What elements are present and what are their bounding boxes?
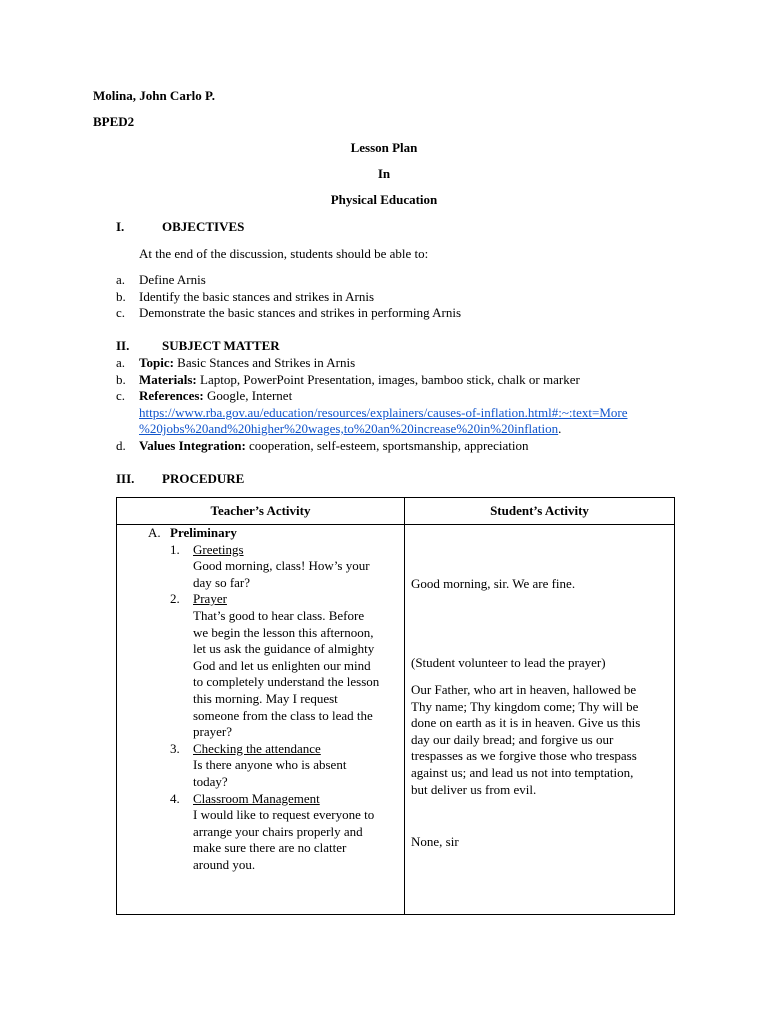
procedure-numeral: III. bbox=[116, 471, 135, 486]
values-value: cooperation, self-esteem, sportsmanship, appreciation bbox=[245, 438, 529, 453]
step-line: make sure there are no clatter bbox=[193, 840, 347, 856]
list-marker: c. bbox=[116, 305, 126, 320]
student-name: Molina, John Carlo P. bbox=[93, 88, 215, 103]
step-title-greetings: Greetings bbox=[193, 541, 244, 557]
reference-link[interactable]: https://www.rba.gov.au/education/resources/explainers/causes-of-inflation.html#:~:text=More bbox=[139, 405, 628, 420]
references-value: Google, Internet bbox=[203, 388, 293, 403]
list-marker: b. bbox=[116, 372, 126, 387]
step-number: 1. bbox=[170, 541, 180, 557]
reference-link-line2[interactable] bbox=[139, 421, 561, 437]
step-line: someone from the class to lead the bbox=[193, 707, 373, 723]
prayer-line: Our Father, who art in heaven, hallowed be bbox=[411, 682, 637, 697]
step-line: today? bbox=[193, 774, 228, 789]
student-greeting: Good morning, sir. We are fine. bbox=[411, 576, 576, 591]
step-line: to completely understand the lesson bbox=[193, 674, 380, 690]
references-label: References: bbox=[139, 388, 204, 403]
subject-heading: SUBJECT MATTER bbox=[162, 338, 280, 353]
list-marker: b. bbox=[116, 289, 126, 304]
teacher-column-header: Teacher’s Activity bbox=[117, 498, 405, 525]
section-title: Preliminary bbox=[170, 525, 237, 540]
list-marker: a. bbox=[116, 355, 126, 370]
objective-text: Define Arnis bbox=[139, 272, 206, 287]
activity-table bbox=[116, 497, 675, 915]
prayer-line: against us; and lead us not into temptation, bbox=[411, 765, 634, 780]
objective-text: Identify the basic stances and strikes in Arnis bbox=[139, 289, 375, 304]
procedure-heading: PROCEDURE bbox=[162, 471, 245, 486]
list-marker: a. bbox=[116, 272, 126, 287]
student-activity-cell bbox=[405, 525, 675, 915]
step-line: let us ask the guidance of almighty bbox=[193, 641, 375, 657]
step-line: prayer? bbox=[193, 724, 232, 740]
student-volunteer: (Student volunteer to lead the prayer) bbox=[411, 655, 606, 670]
step-number: 3. bbox=[170, 740, 180, 756]
course-code: BPED2 bbox=[93, 114, 135, 129]
step-title-attendance: Checking the attendance bbox=[193, 740, 321, 756]
step-line: this morning. May I request bbox=[193, 691, 338, 706]
step-line: day so far? bbox=[193, 574, 251, 590]
table-row bbox=[117, 525, 675, 915]
table-header-row bbox=[117, 498, 675, 525]
reference-link-continued[interactable]: %20jobs%20and%20higher%20wages,to%20an%20increase%20in%20inflation bbox=[139, 421, 559, 436]
step-line: Is there anyone who is absent bbox=[193, 757, 347, 773]
step-title-prayer: Prayer bbox=[193, 591, 227, 607]
topic-value: Basic Stances and Strikes in Arnis bbox=[173, 355, 356, 370]
step-number: 2. bbox=[170, 591, 180, 607]
values-label: Values Integration: bbox=[139, 438, 246, 453]
objective-text: Demonstrate the basic stances and strikes in performing Arnis bbox=[139, 305, 462, 320]
teacher-activity-cell bbox=[117, 525, 405, 915]
step-line: I would like to request everyone to bbox=[193, 807, 375, 823]
step-line: God and let us enlighten our mind bbox=[193, 657, 371, 673]
prayer-line: day our daily bread; and forgive us our bbox=[411, 731, 614, 747]
objectives-heading: OBJECTIVES bbox=[162, 219, 245, 234]
doc-title-subject: Physical Education bbox=[330, 192, 438, 207]
student-attendance-reply: None, sir bbox=[411, 834, 459, 849]
prayer-line: done on earth as it is in heaven. Give us this bbox=[411, 715, 641, 731]
step-line: around you. bbox=[193, 857, 256, 872]
topic-label: Topic: bbox=[139, 355, 174, 370]
link-period: . bbox=[558, 421, 562, 436]
step-line: That’s good to hear class. Before bbox=[193, 608, 365, 623]
doc-title-lesson-plan: Lesson Plan bbox=[350, 140, 418, 155]
materials-label: Materials: bbox=[139, 372, 197, 387]
materials-value: Laptop, PowerPoint Presentation, images, bamboo stick, chalk or marker bbox=[196, 372, 580, 387]
student-column-header: Student’s Activity bbox=[405, 498, 675, 525]
step-line: Good morning, class! How’s your bbox=[193, 558, 370, 574]
section-marker: A. bbox=[148, 525, 161, 540]
objectives-numeral: I. bbox=[116, 219, 125, 234]
prayer-line: but deliver us from evil. bbox=[411, 781, 537, 797]
prayer-line: Thy name; Thy kingdom come; Thy will be bbox=[411, 698, 639, 714]
step-line: we begin the lesson this afternoon, bbox=[193, 624, 374, 640]
doc-title-in: In bbox=[377, 166, 391, 181]
step-number: 4. bbox=[170, 790, 180, 806]
step-title-classroom-management: Classroom Management bbox=[193, 790, 320, 806]
objectives-intro: At the end of the discussion, students should be able to: bbox=[139, 246, 429, 261]
list-marker: c. bbox=[116, 388, 126, 403]
step-line: arrange your chairs properly and bbox=[193, 823, 363, 839]
prayer-line: trespasses as we forgive those who trespass bbox=[411, 748, 637, 764]
subject-numeral: II. bbox=[116, 338, 130, 353]
list-marker: d. bbox=[116, 438, 126, 453]
